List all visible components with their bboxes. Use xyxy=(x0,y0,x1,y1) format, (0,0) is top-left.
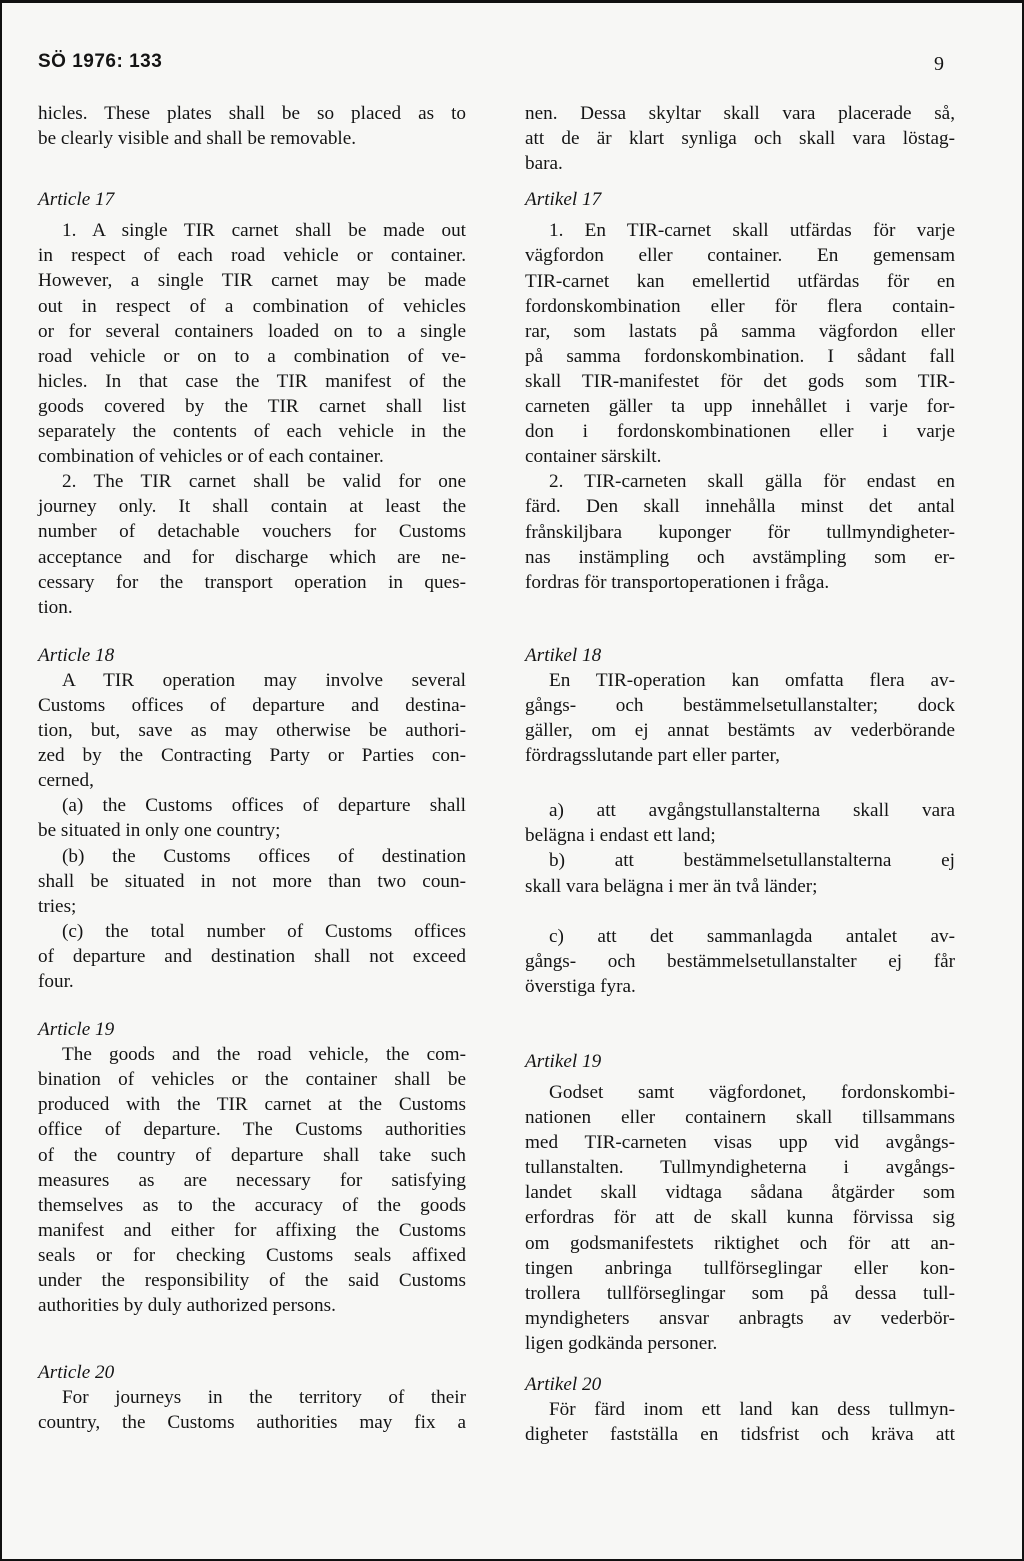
text-line: tries; xyxy=(38,895,77,917)
text-line: in respect of each road vehicle or container. xyxy=(38,245,466,267)
text-line: road vehicle or on to a combination of ve- xyxy=(38,345,466,367)
text-line: don i fordonskombinationen eller i varje xyxy=(525,421,955,443)
text-line: tion, but, save as may otherwise be authori- xyxy=(38,720,466,742)
text-line: nen. Dessa skyltar skall vara placerade så, xyxy=(525,103,955,124)
text-line: (a) the Customs offices of departure shall xyxy=(62,795,466,817)
text-line: För färd inom ett land kan dess tullmyn- xyxy=(549,1399,955,1421)
text-line: be situated in only one country; xyxy=(38,820,281,842)
text-line: or for several containers loaded on to a single xyxy=(38,320,466,342)
text-line: erfordras för att de skall kunna förvissa sig xyxy=(525,1207,955,1229)
artikel-17-heading: Artikel 17 xyxy=(525,189,602,211)
text-line: zed by the Contracting Party or Parties con- xyxy=(38,745,466,767)
text-line: nas instämpling och avstämpling som er- xyxy=(525,546,955,568)
text-line: journey only. It shall contain at least the xyxy=(38,496,466,518)
text-line: tingen anbringa tullförseglingar eller kon- xyxy=(525,1257,955,1279)
text-line: 1. A single TIR carnet shall be made out xyxy=(62,220,466,242)
text-line: skall vara belägna i mer än två länder; xyxy=(525,875,818,897)
text-line: seals or for checking Customs seals affixed xyxy=(38,1244,466,1266)
text-line: (c) the total number of Customs offices xyxy=(62,920,466,942)
text-line: goods covered by the TIR carnet shall list xyxy=(38,395,466,417)
text-line: separately the contents of each vehicle in the xyxy=(38,421,466,443)
text-line: ligen godkända personer. xyxy=(525,1332,718,1354)
text-line: office of departure. The Customs authorities xyxy=(38,1119,466,1141)
text-line: belägna i endast ett land; xyxy=(525,825,716,847)
text-line: om godsmanifestets riktighet och för att an- xyxy=(525,1232,955,1254)
text-line: The goods and the road vehicle, the com- xyxy=(62,1044,466,1066)
text-line: Customs offices of departure and destina- xyxy=(38,694,466,716)
text-line: fordras för transportoperationen i fråga. xyxy=(525,571,830,593)
text-line: gäller, om ej annat bestämts av vederbörande xyxy=(525,720,955,742)
article-20-heading: Article 20 xyxy=(38,1362,115,1384)
text-line: fördragsslutande part eller parter, xyxy=(525,745,780,767)
artikel-19-heading: Artikel 19 xyxy=(525,1050,602,1072)
text-line: vägfordon eller container. En gemensam xyxy=(525,245,955,267)
text-line: cessary for the transport operation in ques- xyxy=(38,571,466,593)
text-line: For journeys in the territory of their xyxy=(62,1387,466,1409)
text-line: landet skall vidtaga sådana åtgärder som xyxy=(525,1182,955,1204)
text-line: digheter fastställa en tidsfrist och kräva att xyxy=(525,1424,955,1446)
text-line: 1. En TIR-carnet skall utfärdas för varje xyxy=(549,220,955,242)
text-line: hicles. These plates shall be so placed as to xyxy=(38,103,466,124)
article-18-heading: Article 18 xyxy=(38,644,115,666)
text-line: färd. Den skall innehålla minst det antal xyxy=(525,496,955,518)
text-line: TIR-carnet kan emellertid utfärdas för en xyxy=(525,270,955,292)
text-line: hicles. In that case the TIR manifest of the xyxy=(38,370,466,392)
swedish-column xyxy=(525,101,955,1447)
text-line: measures as are necessary for satisfying xyxy=(38,1169,466,1191)
text-line: cerned, xyxy=(38,770,94,792)
text-line: country, the Customs authorities may fix a xyxy=(38,1412,466,1434)
text-line: of the country of departure shall take such xyxy=(38,1144,466,1166)
text-line: 2. TIR-carneten skall gälla för endast en xyxy=(549,471,955,493)
text-line: produced with the TIR carnet at the Customs xyxy=(38,1094,466,1116)
text-line: bination of vehicles or the container shall be xyxy=(38,1069,466,1091)
text-line: out in respect of a combination of vehicles xyxy=(38,295,466,317)
text-line: a) att avgångstullanstalterna skall vara xyxy=(549,800,955,822)
text-line: carneten gäller ta upp innehållet i varje for- xyxy=(525,396,955,418)
text-line: Godset samt vägfordonet, fordonskombi- xyxy=(549,1082,955,1103)
text-line: tion. xyxy=(38,596,73,618)
article-17-heading: Article 17 xyxy=(38,189,115,211)
text-line: fordonskombination eller för flera contain- xyxy=(525,295,955,317)
text-line: En TIR-operation kan omfatta flera av- xyxy=(549,669,955,691)
text-line: överstiga fyra. xyxy=(525,975,636,997)
text-line: authorities by duly authorized persons. xyxy=(38,1295,336,1317)
text-line: container särskilt. xyxy=(525,446,662,468)
text-line: gångs- och bestämmelsetullanstalter ej får xyxy=(525,950,955,972)
text-line: bara. xyxy=(525,153,563,175)
text-line: themselves as to the accuracy of the goods xyxy=(38,1194,466,1216)
text-line: myndigheters ansvar anbragts av vederbör- xyxy=(525,1307,955,1329)
article-19-heading: Article 19 xyxy=(38,1019,115,1041)
text-line: skall TIR-manifestet för det gods som TIR- xyxy=(525,370,955,392)
text-line: number of detachable vouchers for Customs xyxy=(38,521,466,543)
text-line: b) att bestämmelsetullanstalterna ej xyxy=(549,850,955,872)
document-reference: SÖ 1976: 133 xyxy=(38,51,163,72)
text-line: trollera tullförseglingar som på dessa tull- xyxy=(525,1282,955,1304)
text-line: combination of vehicles or of each container. xyxy=(38,446,384,468)
text-line: manifest and either for affixing the Customs xyxy=(38,1219,466,1241)
text-line: rar, som lastats på samma vägfordon eller xyxy=(525,320,955,342)
text-line: (b) the Customs offices of destination xyxy=(62,845,466,867)
text-line: på samma fordonskombination. I sådant fall xyxy=(525,345,955,367)
artikel-20-heading: Artikel 20 xyxy=(525,1374,602,1396)
text-line: gångs- och bestämmelsetullanstalter; dock xyxy=(525,694,955,716)
text-line: However, a single TIR carnet may be made xyxy=(38,270,466,292)
text-line: tullanstalten. Tullmyndigheterna i avgångs- xyxy=(525,1157,955,1179)
text-line: frånskiljbara kuponger för tullmyndigheter- xyxy=(525,521,955,543)
text-line: shall be situated in not more than two coun- xyxy=(38,870,466,892)
text-line: 2. The TIR carnet shall be valid for one xyxy=(62,471,466,493)
text-line: be clearly visible and shall be removable. xyxy=(38,128,357,150)
text-line: nationen eller containern skall tillsammans xyxy=(525,1107,955,1129)
artikel-18-heading: Artikel 18 xyxy=(525,644,602,666)
text-line: c) att det sammanlagda antalet av- xyxy=(549,925,955,947)
english-column xyxy=(38,101,466,1436)
text-line: under the responsibility of the said Customs xyxy=(38,1270,466,1292)
text-line: four. xyxy=(38,971,74,992)
page-number: 9 xyxy=(934,53,944,75)
text-line: of departure and destination shall not exceed xyxy=(38,945,466,967)
text-line: acceptance and for discharge which are ne- xyxy=(38,546,466,568)
text-line: att de är klart synliga och skall vara löstag- xyxy=(525,128,955,150)
text-line: A TIR operation may involve several xyxy=(62,669,466,691)
text-line: med TIR-carneten visas upp vid avgångs- xyxy=(525,1132,955,1154)
